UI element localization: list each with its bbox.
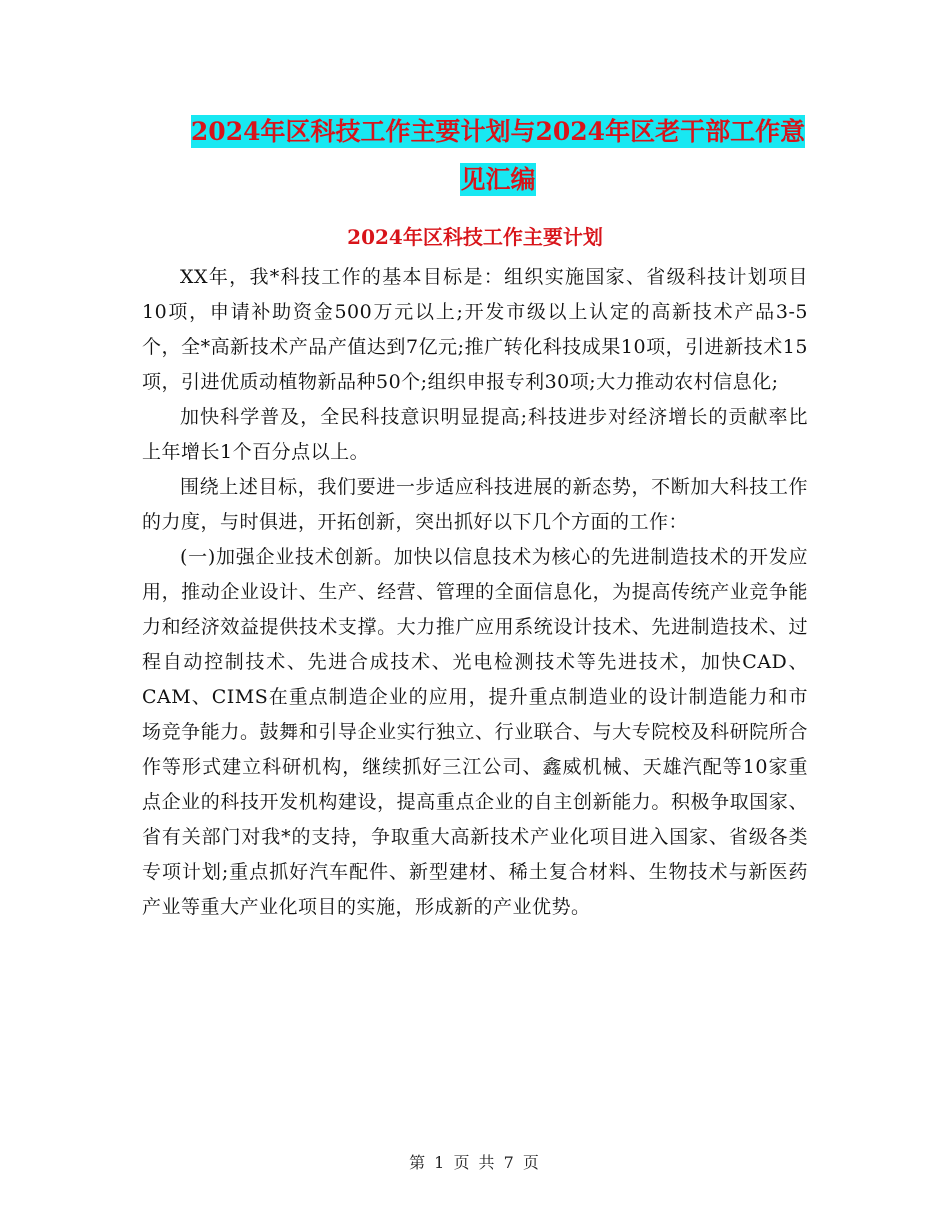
document-title: [186, 108, 810, 204]
document-title-text: 2024年区科技工作主要计划与2024年区老干部工作意见汇编: [190, 117, 806, 194]
paragraph-1: XX年，我*科技工作的基本目标是：组织实施国家、省级科技计划项目10项，申请补助资金500万元以上;开发市级以上认定的高新技术产品3-5个，全*高新技术产品产值达到7亿元;推广转化科技成果10项，引进新技术15项，引进优质动植物新品种50个;组织申报专利30项;大力推动农村信息化;: [142, 266, 808, 393]
paragraph-3: 围绕上述目标，我们要进一步适应科技进展的新态势，不断加大科技工作的力度，与时俱进，开拓创新，突出抓好以下几个方面的工作：: [142, 476, 808, 533]
document-body: [142, 260, 808, 925]
section-title: 2024年区科技工作主要计划: [347, 225, 603, 249]
paragraph-4: (一)加强企业技术创新。加快以信息技术为核心的先进制造技术的开发应用，推动企业设计、生产、经营、管理的全面信息化，为提高传统产业竞争能力和经济效益提供技术支撑。大力推广应用系统设计技术、先进制造技术、过程自动控制技术、先进合成技术、光电检测技术等先进技术，加快CAD、CAM、CIMS在重点制造企业的应用，提升重点制造业的设计制造能力和市场竞争能力。鼓舞和引导企业实行独立、行业联合、与大专院校及科研院所合作等形式建立科研机构，继续抓好三江公司、鑫威机械、天雄汽配等10家重点企业的科技开发机构建设，提高重点企业的自主创新能力。积极争取国家、省有关部门对我*的支持，争取重大高新技术产业化项目进入国家、省级各类专项计划;重点抓好汽车配件、新型建材、稀土复合材料、生物技术与新医药产业等重大产业化项目的实施，形成新的产业优势。: [142, 546, 808, 918]
page-footer: 第 1 页 共 7 页: [409, 1153, 541, 1172]
paragraph-2: 加快科学普及，全民科技意识明显提高;科技进步对经济增长的贡献率比上年增长1个百分点以上。: [142, 406, 808, 463]
